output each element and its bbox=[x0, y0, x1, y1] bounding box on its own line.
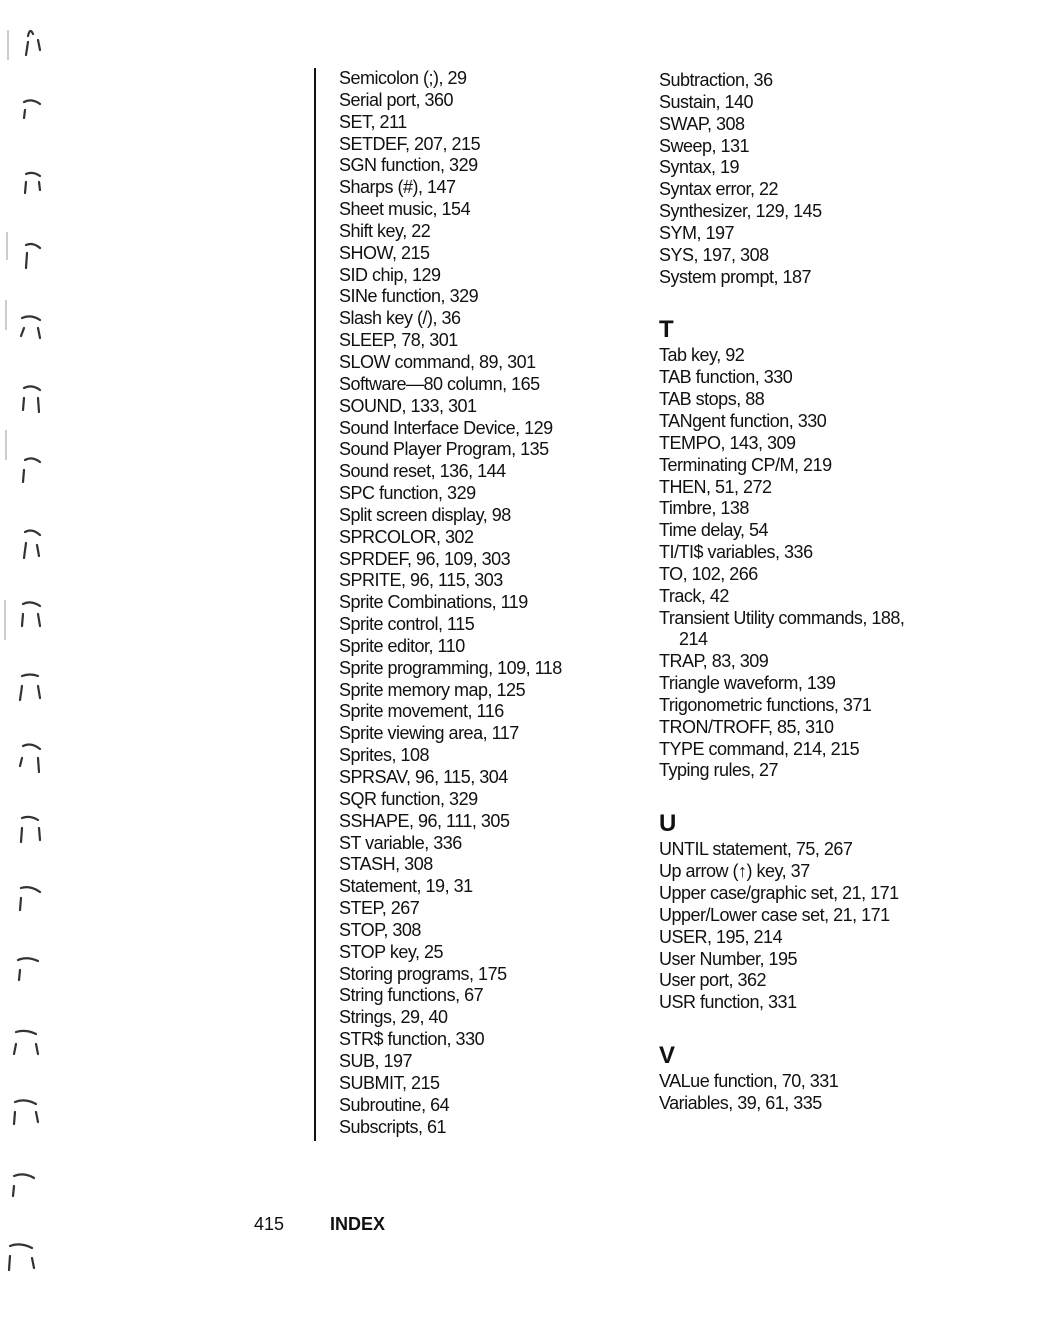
index-entry: Slash key (/), 36 bbox=[339, 308, 461, 329]
index-entry: SYM, 197 bbox=[659, 222, 735, 243]
index-entry: Sharps (#), 147 bbox=[339, 177, 456, 198]
running-head: INDEX bbox=[330, 1214, 386, 1234]
index-entry: TYPE command, 214, 215 bbox=[659, 738, 860, 759]
index-entry: TAB function, 330 bbox=[659, 367, 793, 388]
index-entry: SPRDEF, 96, 109, 303 bbox=[339, 548, 511, 569]
column-rule bbox=[314, 68, 316, 1141]
index-entry: Sound reset, 136, 144 bbox=[339, 461, 506, 482]
index-entry: Track, 42 bbox=[659, 585, 729, 606]
index-entry: Triangle waveform, 139 bbox=[659, 673, 836, 694]
index-entry: SHOW, 215 bbox=[339, 242, 430, 263]
index-column-right bbox=[659, 70, 989, 1115]
section-letter-u: U bbox=[659, 810, 677, 838]
index-entry: Sprite movement, 116 bbox=[339, 701, 504, 722]
index-entry: SGN function, 329 bbox=[339, 155, 478, 176]
index-entry: USR function, 331 bbox=[659, 992, 797, 1013]
index-entry: SPRITE, 96, 115, 303 bbox=[339, 570, 503, 591]
index-entry: Time delay, 54 bbox=[659, 520, 769, 541]
index-entry: TRON/TROFF, 85, 310 bbox=[659, 716, 834, 737]
index-entry: SINe function, 329 bbox=[339, 286, 479, 307]
index-entry: Software—80 column, 165 bbox=[339, 373, 540, 394]
index-entry: SID chip, 129 bbox=[339, 264, 441, 285]
index-entry: Shift key, 22 bbox=[339, 220, 431, 241]
index-entry: SETDEF, 207, 215 bbox=[339, 133, 481, 154]
index-entry: SUB, 197 bbox=[339, 1050, 413, 1071]
index-entry: SET, 211 bbox=[339, 111, 407, 132]
index-entry: Sprite control, 115 bbox=[339, 614, 475, 635]
index-entry: Typing rules, 27 bbox=[659, 760, 779, 781]
index-entry: SQR function, 329 bbox=[339, 788, 478, 809]
index-entry: TANgent function, 330 bbox=[659, 410, 827, 431]
index-entry: SPRSAV, 96, 115, 304 bbox=[339, 767, 508, 787]
index-entry: Upper case/graphic set, 21, 171 bbox=[659, 883, 899, 903]
index-entry: Upper/Lower case set, 21, 171 bbox=[659, 904, 890, 925]
index-entry: SLEEP, 78, 301 bbox=[339, 330, 458, 351]
section-letter-t: T bbox=[659, 316, 674, 344]
index-entry: USER, 195, 214 bbox=[659, 926, 783, 947]
index-entry: Serial port, 360 bbox=[339, 89, 454, 110]
index-entry: SPC function, 329 bbox=[339, 483, 476, 504]
index-entry: Sound Player Program, 135 bbox=[339, 439, 549, 460]
index-entry: SYS, 197, 308 bbox=[659, 244, 769, 265]
index-entry: TRAP, 83, 309 bbox=[659, 651, 769, 672]
index-entry: Syntax error, 22 bbox=[659, 179, 779, 200]
index-entry: SWAP, 308 bbox=[659, 113, 745, 134]
index-entry: Tab key, 92 bbox=[659, 345, 745, 366]
index-entry: String functions, 67 bbox=[339, 985, 484, 1006]
index-entry: Strings, 29, 40 bbox=[339, 1007, 448, 1028]
index-entry: STEP, 267 bbox=[339, 898, 420, 919]
index-entry: User port, 362 bbox=[659, 970, 767, 991]
index-entry: Subroutine, 64 bbox=[339, 1094, 450, 1115]
index-entry: Sprite memory map, 125 bbox=[339, 679, 526, 700]
index-entry: Sheet music, 154 bbox=[339, 199, 471, 220]
index-entry: TI/TI$ variables, 336 bbox=[659, 542, 813, 563]
index-entry: Sprite editor, 110 bbox=[339, 635, 465, 656]
index-entry: TEMPO, 143, 309 bbox=[659, 432, 796, 453]
index-entry: Subtraction, 36 bbox=[659, 70, 773, 90]
index-entry: Syntax, 19 bbox=[659, 157, 740, 178]
index-entry: Semicolon (;), 29 bbox=[339, 68, 467, 88]
index-entry: Sound Interface Device, 129 bbox=[339, 417, 553, 438]
index-entry: UNTIL statement, 75, 267 bbox=[659, 839, 853, 860]
index-column-left bbox=[339, 68, 629, 1138]
index-entry: Storing programs, 175 bbox=[339, 963, 507, 984]
index-entry: Sprite programming, 109, 118 bbox=[339, 657, 562, 678]
section-v bbox=[659, 1041, 989, 1115]
index-entry: SPRCOLOR, 302 bbox=[339, 526, 474, 547]
index-entry: STOP, 308 bbox=[339, 919, 421, 940]
index-entry: Sprite Combinations, 119 bbox=[339, 592, 528, 613]
index-entry: Up arrow (↑) key, 37 bbox=[659, 861, 810, 882]
index-entry: SUBMIT, 215 bbox=[339, 1072, 440, 1093]
index-entry: STOP key, 25 bbox=[339, 941, 444, 962]
index-entry: Split screen display, 98 bbox=[339, 504, 511, 525]
index-entry: Timbre, 138 bbox=[659, 498, 749, 519]
page-number: 415 bbox=[254, 1214, 285, 1234]
index-entry: THEN, 51, 272 bbox=[659, 476, 772, 497]
index-entry: Subscripts, 61 bbox=[339, 1116, 447, 1137]
index-entry: Sweep, 131 bbox=[659, 135, 750, 156]
index-entry: Sprite viewing area, 117 bbox=[339, 723, 519, 744]
index-entry: System prompt, 187 bbox=[659, 266, 812, 287]
index-entry: ST variable, 336 bbox=[339, 832, 462, 853]
section-s-continued bbox=[659, 70, 989, 288]
index-entry: STASH, 308 bbox=[339, 854, 433, 875]
index-entry: Trigonometric functions, 371 bbox=[659, 694, 872, 715]
index-entry: TAB stops, 88 bbox=[659, 389, 765, 410]
index-entry: Statement, 19, 31 bbox=[339, 876, 473, 897]
index-entry: Sprites, 108 bbox=[339, 745, 430, 766]
index-entry: VALue function, 70, 331 bbox=[659, 1071, 839, 1092]
index-entry: SSHAPE, 96, 111, 305 bbox=[339, 810, 510, 831]
section-u bbox=[659, 809, 989, 1014]
index-entry-continuation: 214 bbox=[679, 629, 708, 650]
index-entry: SOUND, 133, 301 bbox=[339, 395, 477, 416]
index-entry: User Number, 195 bbox=[659, 948, 798, 969]
index-entry: Sustain, 140 bbox=[659, 91, 754, 112]
index-entry: Terminating CP/M, 219 bbox=[659, 454, 832, 475]
index-entry: Variables, 39, 61, 335 bbox=[659, 1092, 822, 1113]
section-letter-v: V bbox=[659, 1042, 676, 1070]
index-entry: SLOW command, 89, 301 bbox=[339, 351, 536, 372]
binding-marks bbox=[0, 0, 60, 1326]
index-entry: Transient Utility commands, 188, bbox=[659, 607, 905, 628]
index-entry: TO, 102, 266 bbox=[659, 563, 758, 584]
index-entry: STR$ function, 330 bbox=[339, 1029, 485, 1050]
index-entry: Synthesizer, 129, 145 bbox=[659, 201, 822, 222]
section-t bbox=[659, 315, 989, 782]
